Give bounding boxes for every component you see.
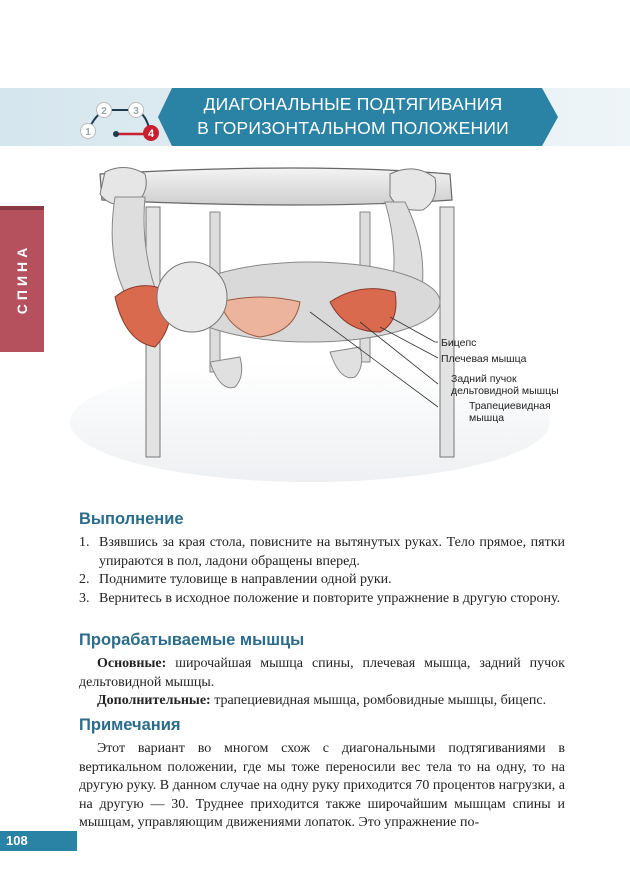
svg-text:1: 1	[85, 127, 91, 138]
list-item	[79, 571, 565, 590]
notes-heading: Примечания	[79, 716, 181, 734]
difficulty-level-indicator	[76, 98, 166, 146]
step-text: Поднимите туловище в направлении одной руки.	[99, 572, 392, 587]
execution-steps	[79, 534, 565, 608]
svg-text:2: 2	[101, 106, 107, 117]
label-rear-delt-line1: Задний пучок	[451, 373, 517, 385]
secondary-text: трапециевидная мышца, ромбовидные мышцы, бицепс.	[210, 693, 547, 708]
page-title	[188, 92, 518, 140]
svg-text:4: 4	[147, 128, 155, 140]
level-1-icon	[81, 124, 96, 139]
muscles-heading: Прорабатываемые мышцы	[79, 631, 305, 649]
label-rear-delt	[451, 373, 559, 397]
notes-text: Этот вариант во многом схож с диагональными подтягиваниями в вертикальном положении, где мы тоже переносили вес тела то на одну, то на другую руку. В данном случае на одну руку приходится 70 процентов нагрузки, а на другую — 30. Труднее приходится также широчайшим мышцам спины и мышцам, управляющим движениями лопаток. Это упражнение по-	[79, 741, 565, 830]
label-trapezius-line2: мышца	[469, 412, 505, 424]
level-2-icon	[97, 103, 112, 118]
list-item	[79, 534, 565, 571]
primary-label: Основные:	[97, 656, 167, 671]
label-trapezius	[469, 400, 551, 424]
secondary-muscles	[79, 692, 565, 711]
label-rear-delt-line2: дельтовидной мышцы	[451, 385, 559, 397]
secondary-label: Дополнительные:	[97, 693, 211, 708]
label-brachialis: Плечевая мышца	[441, 353, 527, 365]
execution-heading: Выполнение	[79, 510, 184, 528]
title-line-1: ДИАГОНАЛЬНЫЕ ПОДТЯГИВАНИЯ	[203, 94, 503, 114]
side-tab-label	[0, 206, 44, 352]
step-number: 3.	[79, 590, 90, 606]
primary-muscles	[79, 655, 565, 692]
level-4-icon	[143, 125, 159, 141]
title-line-2: В ГОРИЗОНТАЛЬНОМ ПОЛОЖЕНИИ	[197, 118, 509, 138]
level-3-icon	[129, 103, 144, 118]
step-text: Взявшись за края стола, повисните на вытянутых руках. Тело прямое, пятки упираются в пол, ладони обращены вперед.	[99, 535, 565, 569]
label-biceps: Бицепс	[441, 337, 477, 349]
step-number: 1.	[79, 535, 90, 550]
label-trapezius-line1: Трапециевидная	[469, 400, 551, 412]
exercise-illustration	[60, 152, 580, 497]
svg-text:3: 3	[133, 106, 139, 117]
side-tab-text: СПИНА	[14, 243, 30, 315]
primary-text: широчайшая мышца спины, плечевая мышца, задний пучок дельтовидной мышцы.	[79, 656, 565, 690]
step-text: Вернитесь в исходное положение и повторите упражнение в другую сторону.	[99, 590, 561, 606]
step-number: 2.	[79, 572, 90, 587]
list-item	[79, 590, 565, 609]
page-number: 108	[6, 833, 28, 848]
